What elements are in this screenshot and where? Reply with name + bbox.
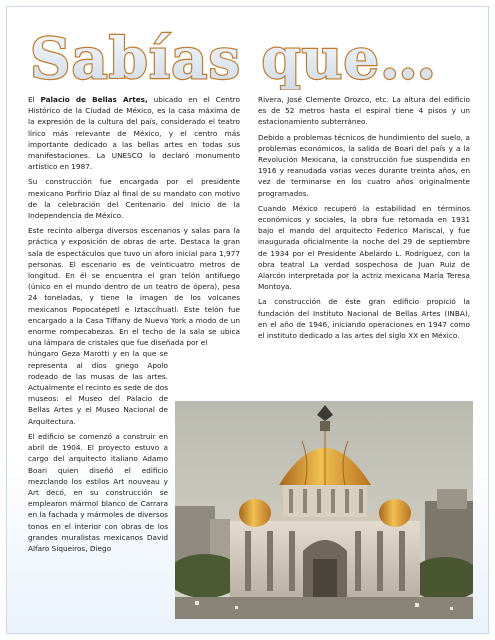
right-paragraph-3: Cuando México recuperó la estabilidad en términos económicos y sociales, la obra fue retomada en 1931 bajo el mando del arquitecto Federico Mariscal, y fue inaugurada oficialmente la noche del 29 de septiembre de 1934 por el Presidente Abelardo L. Rodríguez, con la obra teatral La verdad sospechosa de Juan Ruiz de Alarcón interpretada por la actriz mexicana María Teresa Montoya. — [258, 203, 470, 292]
left-paragraph-3: Este recinto alberga diversos escenarios y salas para la práctica y exposición de obras de arte. Destaca la gran sala de espectáculos que tuvo un aforo inicial para 1,977 personas. El escenario es de veinticuatro metros de longitud. En él se encuentra el gran telón antifuego (único en el mundo dentro de un teatro de ópera), pesa 24 toneladas, y tiene la imagen de los volcanes mexicanos Popocatépetl e Iztaccíhuatl. Este telón fue encargado a la Casa Tiffany de Nueva York a modo de un enorme rompecabezas. En el techo de la sala se ubica una lámpara de cristales que fue diseñada por el — [28, 226, 240, 348]
right-paragraph-4: La construcción de éste gran edificio propició la fundación del Instituto Nacional de Bellas Artes (INBA), en el año de 1946, iniciando operaciones en 1947 como el instituto dedicado a las artes del siglo XX en México. — [258, 297, 470, 341]
right-column — [258, 94, 470, 345]
right-paragraph-1: Rivera, José Clemente Orozco, etc. La altura del edificio es de 52 metros hasta el espiral tiene 4 pisos y un estacionamiento subterráneo. — [258, 95, 470, 127]
palacio-photo — [175, 401, 473, 619]
page-title — [28, 24, 468, 90]
palacio-name: Palacio de Bellas Artes, — [40, 95, 148, 104]
left-p1-prefix: El — [28, 95, 41, 104]
left-paragraph-3-cont: húngaro Geza Marotti y en la que se representa al dios griego Apolo rodeado de las musas de las artes. Actualmente el recinto es sede de dos museos: el Museo del Palacio de Bellas Artes y el Museo Nacional de Arquitectura. — [28, 349, 168, 426]
left-paragraph-4: El edificio se comenzó a construir en abril de 1904. El proyecto estuvo a cargo del arquitecto italiano Adamo Boari quien diseñó el edificio mezclando los estilos Art nouveau y Art decó, en su construcción se emplearon mármol blanco de Carrara en la fachada y mármoles de diversos tonos en el interior con obras de los grandes muralistas mexicanos David Alfaro Siqueiros, Diego — [28, 431, 168, 553]
title-text: Sabías que… — [30, 26, 437, 90]
left-paragraph-1 — [28, 94, 240, 172]
left-paragraph-2: Su construcción fue encargada por el presidente mexicano Porfirio Díaz al final de su mandato con motivo de la celebración del Centenario del Inicio de la Independencia de México. — [28, 177, 240, 221]
left-p1-rest: ubicado en el Centro Histórico de la Ciudad de México, es la casa máxima de la expresión de la cultura del país, considerado el teatro lírico más relevante de México, y el centro más importante dedicado a las bellas artes en todas sus manifestaciones. La UNESCO lo declaró monumento artístico en 1987. — [28, 95, 240, 172]
right-paragraph-2: Debido a problemas técnicos de hundimiento del suelo, a problemas económicos, la salida de Boari del país y a la Revolución Mexicana, la construcción fue suspendida en 1916 y reanudada varias veces durante treinta años, en vez de terminarse en los cuatro años originalmente programados. — [258, 132, 470, 198]
